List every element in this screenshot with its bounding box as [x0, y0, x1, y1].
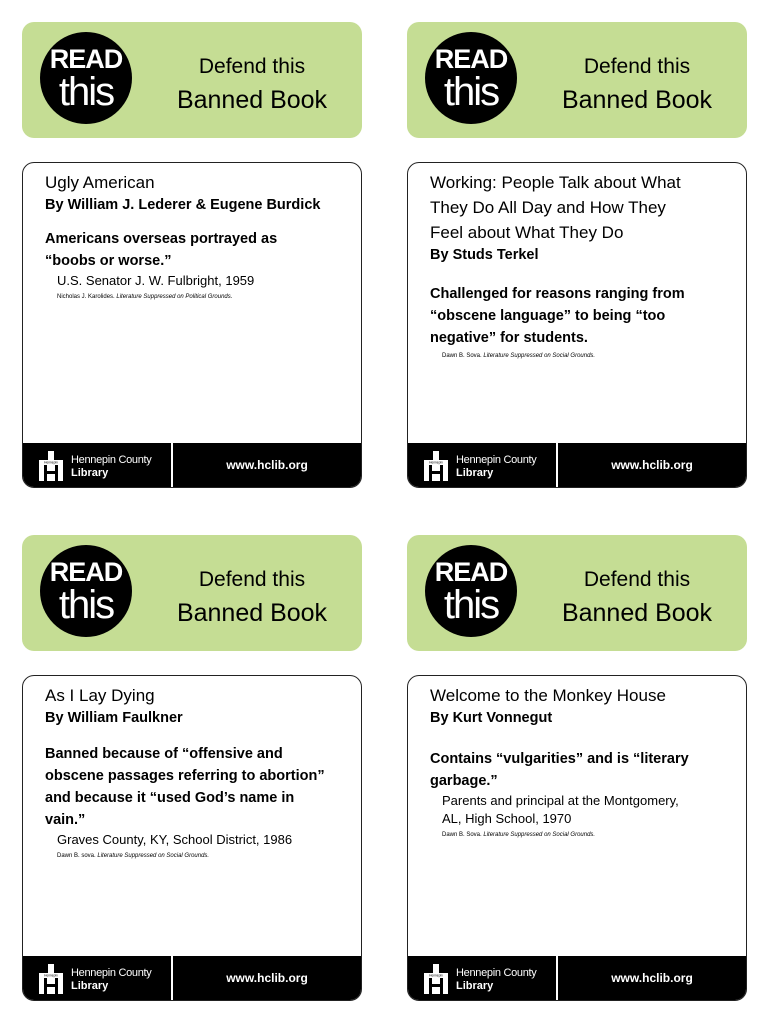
citation [430, 352, 732, 360]
card-content [45, 170, 347, 301]
description-line: vain.” [45, 812, 86, 828]
source-line: AL, High School, 1970 [442, 811, 572, 826]
description-line: negative” for students. [430, 330, 588, 346]
citation [430, 831, 732, 839]
citation-author: Dawn B. sova. [57, 853, 96, 859]
card-footer [23, 443, 361, 487]
read-this-logo [40, 545, 132, 637]
library-logo-text: Hennepin [44, 460, 58, 465]
challenge-description [430, 283, 732, 349]
citation-author: Dawn B. Sova. [442, 832, 482, 838]
logo-read-text: READ [434, 44, 508, 74]
description-line: Contains “vulgarities” and is “literary [430, 751, 689, 767]
book-title-line: As I Lay Dying [45, 686, 155, 705]
card-footer [408, 956, 746, 1000]
citation-work: Literature Suppressed on Social Grounds. [483, 353, 596, 359]
header-line-2: Banned Book [561, 86, 713, 114]
description-line: Banned because of “offensive and [45, 746, 283, 762]
book-title-line: They Do All Day and How They [430, 198, 666, 217]
logo-read-text: READ [434, 557, 508, 587]
read-this-logo [425, 545, 517, 637]
book-title-line: Welcome to the Monkey House [430, 686, 666, 705]
book-author: By William J. Lederer & Eugene Burdick [45, 197, 321, 213]
card-footer [23, 956, 361, 1000]
library-name: Hennepin County [456, 454, 537, 466]
card-body [407, 162, 747, 488]
card-body [22, 675, 362, 1001]
website-link[interactable]: www.hclib.org [226, 458, 308, 472]
read-this-logo [425, 32, 517, 124]
website-link[interactable]: www.hclib.org [611, 458, 693, 472]
library-logo-text: Hennepin [44, 973, 58, 978]
logo-read-text: READ [49, 557, 123, 587]
header-line-2: Banned Book [176, 86, 328, 114]
library-name: Hennepin County [71, 967, 152, 979]
description-line: Americans overseas portrayed as [45, 231, 278, 247]
book-title [430, 683, 732, 708]
book-author: By Kurt Vonnegut [430, 710, 553, 726]
book-title-line: Working: People Talk about What [430, 173, 681, 192]
library-name-suffix: Library [71, 980, 109, 992]
citation-author: Nicholas J. Karolides. [57, 294, 115, 300]
description-line: garbage.” [430, 773, 498, 789]
citation-work: Literature Suppressed on Social Grounds. [483, 832, 596, 838]
hennepin-library-logo-icon [424, 964, 448, 994]
logo-this-text: this [58, 583, 114, 627]
card-content [430, 170, 732, 360]
book-title [45, 170, 347, 195]
citation-work: Literature Suppressed on Political Grounds. [116, 294, 233, 300]
header-line-1: Defend this [198, 55, 306, 78]
citation-work: Literature Suppressed on Social Grounds. [97, 853, 210, 859]
library-name-suffix: Library [71, 467, 109, 479]
challenge-source [45, 831, 347, 849]
description-line: obscene passages referring to abortion” [45, 768, 325, 784]
challenge-source [45, 272, 347, 290]
header-line-2: Banned Book [176, 599, 328, 627]
logo-read-text: READ [49, 44, 123, 74]
source-line: U.S. Senator J. W. Fulbright, 1959 [57, 273, 255, 288]
book-title [430, 170, 732, 245]
challenge-description [45, 743, 347, 831]
library-name-suffix: Library [456, 467, 494, 479]
book-author: By Studs Terkel [430, 247, 539, 263]
citation [45, 293, 347, 301]
hennepin-library-logo-icon [424, 451, 448, 481]
header-line-1: Defend this [583, 55, 691, 78]
header-line-2: Banned Book [561, 599, 713, 627]
logo-this-text: this [443, 70, 499, 114]
read-this-logo [40, 32, 132, 124]
card-footer [408, 443, 746, 487]
logo-this-text: this [58, 70, 114, 114]
library-name: Hennepin County [456, 967, 537, 979]
description-line: “boobs or worse.” [45, 253, 172, 269]
challenge-source [430, 792, 732, 828]
logo-this-text: this [443, 583, 499, 627]
header-line-1: Defend this [583, 568, 691, 591]
challenge-description [430, 748, 732, 792]
card-body [407, 675, 747, 1001]
book-title [45, 683, 347, 708]
card-header [22, 22, 362, 138]
card-content [430, 683, 732, 839]
library-logo-text: Hennepin [429, 460, 443, 465]
citation [45, 852, 347, 860]
card-header [407, 22, 747, 138]
library-name: Hennepin County [71, 454, 152, 466]
challenge-description [45, 228, 347, 272]
website-link[interactable]: www.hclib.org [611, 971, 693, 985]
book-title-line: Feel about What They Do [430, 223, 624, 242]
source-line: Parents and principal at the Montgomery, [442, 793, 679, 808]
library-logo-text: Hennepin [429, 973, 443, 978]
website-link[interactable]: www.hclib.org [226, 971, 308, 985]
citation-author: Dawn B. Sova. [442, 353, 482, 359]
hennepin-library-logo-icon [39, 964, 63, 994]
library-name-suffix: Library [456, 980, 494, 992]
header-line-1: Defend this [198, 568, 306, 591]
book-title-line: Ugly American [45, 173, 155, 192]
description-line: “obscene language” to being “too [430, 308, 666, 324]
card-header [22, 535, 362, 651]
source-line: Graves County, KY, School District, 1986 [57, 832, 293, 847]
hennepin-library-logo-icon [39, 451, 63, 481]
description-line: Challenged for reasons ranging from [430, 286, 685, 302]
book-author: By William Faulkner [45, 710, 183, 726]
card-content [45, 683, 347, 860]
card-header [407, 535, 747, 651]
card-body [22, 162, 362, 488]
description-line: and because it “used God’s name in [45, 790, 295, 806]
